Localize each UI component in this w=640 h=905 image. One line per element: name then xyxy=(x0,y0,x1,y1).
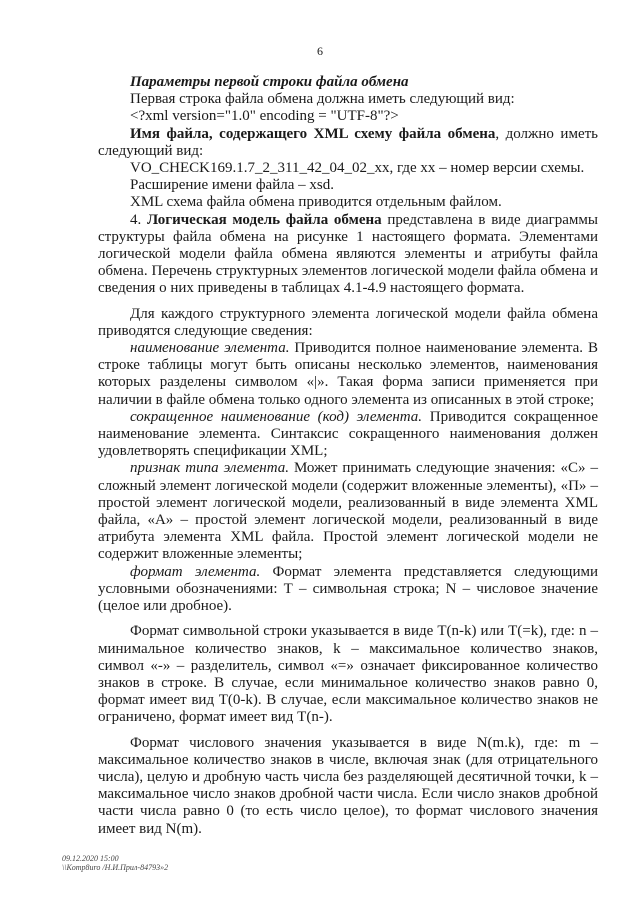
footer-path: \\Komp8uro /Н.И.Прил-84793»2 xyxy=(62,863,169,872)
footer-date: 09.12.2020 15:00 xyxy=(62,854,119,863)
logical-model-paragraph: 4. Логическая модель файла обмена представлена в виде диаграммы структуры файла обмена на рисунке 1 настоящего формата. Элементами логической модели файла обмена являются элементы и атрибуты файла обмена. Перечень структурных элементов логической модели файла обмена и сведения о них приведены в таблицах 4.1-4.9 настоящего формата. xyxy=(98,211,598,297)
type-item: признак типа элемента. Может принимать следующие значения: «С» – сложный элемент логической модели (содержит вложенные элементы), «П» – простой элемент логической модели, реализованный в виде элемента XML файла, «А» – простой элемент логической модели, реализованный в виде атрибута элемента XML файла. Простой элемент логической модели не содержит вложенные элементы; xyxy=(98,460,598,563)
schema-name: VO_CHECK169.1.7_2_311_42_04_02_xx, где хх – номер версии схемы. xyxy=(130,160,585,177)
document-body xyxy=(98,74,598,838)
string-format-paragraph: Формат символьной строки указывается в виде Т(n-k) или T(=k), где: n – минимальное количество знаков, k – максимальное количество знаков, символ «-» – разделитель, символ «=» означает фиксированное количество знаков в строке. В случае, если минимальное количество знаков равно 0, формат имеет вид Т(0-k). В случае, если максимальное количество знаков не ограничено, формат имеет вид Т(n-). xyxy=(98,623,598,726)
extension-line: Расширение имени файла – xsd. xyxy=(130,177,334,194)
section-title: Параметры первой строки файла обмена xyxy=(130,74,409,90)
filename-paragraph: Имя файла, содержащего XML схему файла обмена, должно иметь следующий вид: xyxy=(98,125,598,159)
first-line-paragraph: Первая строка файла обмена должна иметь следующий вид: xyxy=(130,91,515,108)
footer-stamp xyxy=(62,854,168,872)
separate-file-line: XML схема файла обмена приводится отдельным файлом. xyxy=(130,194,502,211)
each-element-paragraph: Для каждого структурного элемента логической модели файла обмена приводятся следующие сведения: xyxy=(98,305,598,339)
format-item: формат элемента. Формат элемента представляется следующими условными обозначениями: Т – символьная строка; N – числовое значение (целое или дробное). xyxy=(98,563,598,615)
page-number: 6 xyxy=(317,44,323,58)
number-format-paragraph: Формат числового значения указывается в виде N(m.k), где: m – максимальное количество знаков в числе, включая знак (для отрицательного числа), целую и дробную часть числа без разделяющей десятичной точки, k – максимальное число знаков дробной части числа. Если число знаков дробной части числа равно 0 (то есть число целое), то формат числового значения имеет вид N(m). xyxy=(98,734,598,837)
short-name-item: сокращенное наименование (код) элемента. Приводится сокращенное наименование элемента. Синтаксис сокращенного наименования должен удовлетворять спецификации XML; xyxy=(98,408,598,460)
xml-declaration: <?xml version="1.0" encoding = "UTF-8"?> xyxy=(130,108,399,125)
name-item: наименование элемента. Приводится полное наименование элемента. В строке таблицы могут быть описаны несколько элементов, наименования которых разделены символом «|». Такая форма записи применяется при наличии в файле обмена только одного элемента из описанных в этой строке; xyxy=(98,340,599,408)
